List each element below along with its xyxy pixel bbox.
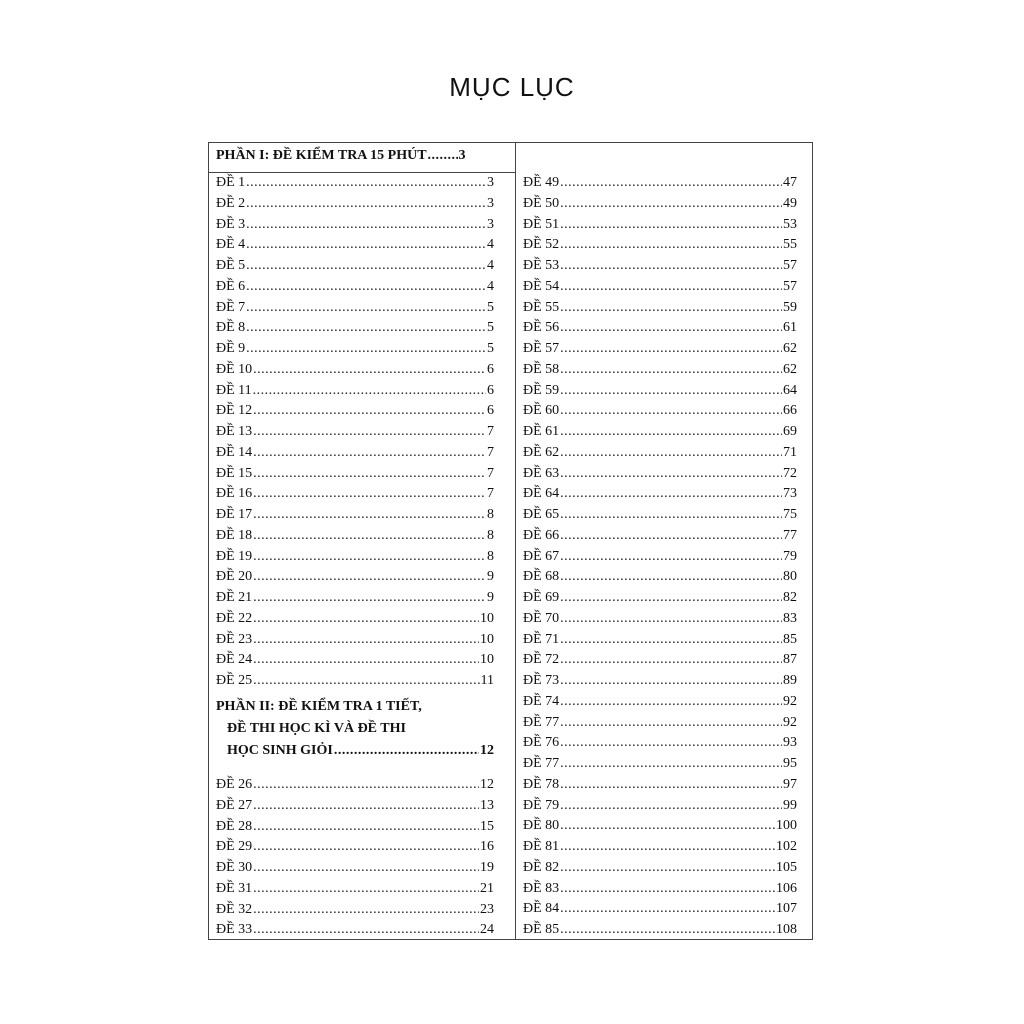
entry-page: 69 [783, 424, 797, 439]
toc-entry [216, 235, 494, 255]
toc-entry [523, 588, 797, 608]
entry-page: 59 [783, 299, 797, 315]
dot-leader [253, 567, 486, 587]
toc-entry [216, 277, 494, 297]
entry-label: ĐỀ 80 [523, 818, 560, 834]
entry-page: 83 [783, 610, 797, 626]
entry-page: 7 [487, 465, 494, 481]
dot-leader [560, 505, 782, 525]
entry-label: ĐỀ 65 [523, 507, 560, 522]
entry-page: 82 [783, 590, 797, 605]
toc-entry [216, 339, 494, 359]
entry-label: ĐỀ 29 [216, 839, 253, 855]
entry-page: 8 [487, 527, 494, 543]
toc-entry [523, 235, 797, 255]
entry-label: ĐỀ 63 [523, 465, 560, 481]
entry-label: ĐỀ 77 [523, 756, 560, 771]
entry-label: ĐỀ 79 [523, 797, 560, 813]
entry-label: ĐỀ 19 [216, 548, 253, 564]
entry-page: 57 [783, 278, 797, 294]
dot-leader [253, 609, 479, 629]
entry-page: 80 [783, 569, 797, 585]
entry-label: ĐỀ 16 [216, 486, 253, 502]
entry-label: ĐỀ 24 [216, 652, 253, 668]
entry-label: ĐỀ 71 [523, 631, 560, 647]
dot-leader [246, 318, 486, 338]
entry-page: 19 [480, 860, 494, 875]
toc-entry [523, 796, 797, 816]
dot-leader [246, 215, 486, 235]
entry-page: 64 [783, 382, 797, 398]
dot-leader [253, 381, 486, 401]
entry-page: 53 [783, 216, 797, 232]
entry-page: 16 [480, 839, 494, 855]
entry-label: ĐỀ 30 [216, 860, 253, 875]
toc-entry [216, 671, 494, 691]
entry-page: 9 [487, 590, 494, 605]
dot-leader [560, 713, 782, 733]
entry-page: 92 [783, 714, 797, 730]
dot-leader [253, 671, 479, 691]
entry-label: ĐỀ 9 [216, 341, 246, 356]
entry-page: 85 [783, 631, 797, 647]
dot-leader [560, 547, 782, 567]
entry-page: 108 [776, 922, 797, 937]
toc-entry [523, 754, 797, 774]
entry-page: 9 [487, 569, 494, 585]
dot-leader [253, 858, 479, 878]
entry-page: 21 [480, 880, 494, 896]
toc-entry [523, 671, 797, 691]
entry-page: 10 [480, 631, 494, 647]
dot-leader [560, 609, 782, 629]
toc-entry [216, 401, 494, 421]
entry-label: ĐỀ 59 [523, 382, 560, 398]
dot-leader [560, 256, 782, 276]
dot-leader [253, 817, 479, 837]
dot-leader [560, 671, 782, 691]
toc-entry [216, 775, 494, 795]
toc-entry [523, 422, 797, 442]
entry-page: 89 [783, 673, 797, 688]
dot-leader [560, 858, 775, 878]
column-divider [515, 143, 516, 939]
dot-leader [246, 173, 486, 193]
entry-page: 8 [487, 548, 494, 564]
dot-leader [560, 381, 782, 401]
entry-label: ĐỀ 20 [216, 569, 253, 585]
dot-leader [334, 741, 479, 761]
entry-page: 4 [487, 278, 494, 294]
toc-entry [216, 256, 494, 276]
toc-entry [523, 899, 797, 919]
entry-label: ĐỀ 5 [216, 258, 246, 273]
entry-page: 49 [783, 195, 797, 211]
entry-label: ĐỀ 61 [523, 424, 560, 439]
entry-page: 71 [783, 444, 797, 460]
toc-entry [523, 775, 797, 795]
toc-entry [216, 547, 494, 567]
entry-label: ĐỀ 51 [523, 216, 560, 232]
toc-entry [523, 381, 797, 401]
toc-entry [523, 567, 797, 587]
toc-entry [216, 567, 494, 587]
entry-page: 15 [480, 818, 494, 834]
part-1-label: PHẦN I: ĐỀ KIỂM TRA 15 PHÚT [216, 148, 427, 163]
toc-entry [216, 464, 494, 484]
entry-page: 4 [487, 237, 494, 253]
entry-label: ĐỀ 3 [216, 216, 246, 232]
toc-entry [216, 484, 494, 504]
entry-label: ĐỀ 56 [523, 320, 560, 336]
entry-page: 10 [480, 652, 494, 668]
toc-entry [523, 837, 797, 857]
toc-entry [523, 401, 797, 421]
dot-leader [246, 298, 486, 318]
entry-label: ĐỀ 1 [216, 175, 246, 190]
dot-leader [560, 318, 782, 338]
entry-label: ĐỀ 14 [216, 444, 253, 460]
entry-label: ĐỀ 28 [216, 818, 253, 834]
entry-label: ĐỀ 55 [523, 299, 560, 315]
entry-page: 57 [783, 258, 797, 273]
toc-entry [523, 256, 797, 276]
entry-label: ĐỀ 70 [523, 610, 560, 626]
dot-leader [560, 733, 782, 753]
toc-entry [523, 464, 797, 484]
dot-leader [560, 464, 782, 484]
entry-page: 23 [480, 901, 494, 917]
entry-label: ĐỀ 32 [216, 901, 253, 917]
toc-entry [523, 443, 797, 463]
toc-entry [523, 484, 797, 504]
dot-leader [560, 879, 775, 899]
dot-leader [560, 567, 782, 587]
entry-page: 3 [487, 195, 494, 211]
entry-page: 99 [783, 797, 797, 813]
entry-page: 5 [487, 299, 494, 315]
toc-entry [523, 630, 797, 650]
toc-entry [523, 360, 797, 380]
toc-entry [216, 360, 494, 380]
entry-label: ĐỀ 31 [216, 880, 253, 896]
entry-label: ĐỀ 13 [216, 424, 253, 439]
entry-label: ĐỀ 22 [216, 610, 253, 626]
entry-label: ĐỀ 69 [523, 590, 560, 605]
toc-entry [523, 194, 797, 214]
entry-label: ĐỀ 52 [523, 237, 560, 253]
entry-label: ĐỀ 12 [216, 403, 253, 419]
entry-page: 92 [783, 693, 797, 709]
toc-entry [523, 733, 797, 753]
part-2-heading-line-2: ĐỀ THI HỌC KÌ VÀ ĐỀ THI [227, 721, 406, 736]
dot-leader [560, 899, 775, 919]
part-1-heading [216, 146, 496, 166]
dot-leader [560, 837, 775, 857]
entry-label: ĐỀ 68 [523, 569, 560, 585]
dot-leader [560, 298, 782, 318]
entry-label: ĐỀ 81 [523, 839, 560, 854]
dot-leader [560, 194, 782, 214]
dot-leader [560, 173, 782, 193]
toc-entry [523, 505, 797, 525]
entry-label: ĐỀ 82 [523, 859, 560, 875]
dot-leader [560, 816, 775, 836]
toc-entry [216, 215, 494, 235]
entry-label: ĐỀ 53 [523, 258, 560, 273]
entry-label: ĐỀ 21 [216, 590, 253, 605]
entry-label: ĐỀ 78 [523, 776, 560, 792]
toc-entry [523, 920, 797, 940]
toc-entry [523, 173, 797, 193]
entry-label: ĐỀ 23 [216, 631, 253, 647]
entry-label: ĐỀ 8 [216, 320, 246, 336]
entry-label: ĐỀ 84 [523, 901, 560, 917]
dot-leader [253, 484, 486, 504]
entry-label: ĐỀ 60 [523, 403, 560, 419]
toc-entry [216, 630, 494, 650]
dot-leader [560, 484, 782, 504]
toc-entry [216, 650, 494, 670]
entry-page: 66 [783, 403, 797, 419]
entry-page: 100 [776, 818, 797, 834]
dot-leader [560, 692, 782, 712]
dot-leader [253, 443, 486, 463]
dot-leader [253, 630, 479, 650]
entry-label: ĐỀ 6 [216, 278, 246, 294]
toc-entry [523, 609, 797, 629]
entry-label: ĐỀ 4 [216, 237, 246, 253]
dot-leader [560, 796, 782, 816]
dot-leader [253, 401, 486, 421]
entry-page: 107 [776, 901, 797, 917]
dot-leader [253, 796, 479, 816]
entry-page: 73 [783, 486, 797, 502]
dot-leader [246, 235, 486, 255]
dot-leader [253, 920, 479, 940]
entry-label: ĐỀ 2 [216, 195, 246, 211]
toc-entry [523, 713, 797, 733]
entry-page: 5 [487, 320, 494, 336]
entry-page: 6 [487, 382, 494, 398]
toc-entry [523, 858, 797, 878]
dot-leader [560, 339, 782, 359]
entry-page: 3 [487, 175, 494, 190]
entry-label: ĐỀ 11 [216, 382, 252, 398]
entry-page: 87 [783, 652, 797, 668]
toc-entry [216, 381, 494, 401]
dot-leader [253, 837, 479, 857]
entry-label: ĐỀ 7 [216, 299, 246, 315]
entry-page: 7 [487, 486, 494, 502]
toc-entry [216, 526, 494, 546]
entry-page: 97 [783, 776, 797, 792]
part-2-heading-line-3 [227, 741, 494, 761]
toc-entry [216, 858, 494, 878]
toc-entry [216, 298, 494, 318]
entry-label: ĐỀ 67 [523, 548, 560, 564]
entry-label: ĐỀ 76 [523, 735, 560, 751]
dot-leader [246, 277, 486, 297]
toc-entry [523, 816, 797, 836]
dot-leader [253, 775, 479, 795]
dot-leader [253, 588, 486, 608]
dot-leader [560, 588, 782, 608]
dot-leader [253, 547, 486, 567]
entry-page: 7 [487, 444, 494, 460]
entry-page: 102 [776, 839, 797, 854]
dot-leader [246, 194, 486, 214]
entry-label: ĐỀ 18 [216, 527, 253, 543]
entry-label: ĐỀ 27 [216, 797, 253, 813]
dot-leader [560, 422, 782, 442]
dot-leader [560, 401, 782, 421]
toc-entry [523, 339, 797, 359]
entry-label: ĐỀ 54 [523, 278, 560, 294]
entry-label: ĐỀ 74 [523, 693, 560, 709]
entry-page: 105 [776, 859, 797, 875]
entry-label: ĐỀ 26 [216, 777, 253, 792]
toc-entry [523, 879, 797, 899]
entry-label: ĐỀ 66 [523, 527, 560, 543]
toc-entry [216, 173, 494, 193]
toc-entry [523, 298, 797, 318]
dot-leader [428, 146, 458, 166]
entry-page: 10 [480, 610, 494, 626]
dot-leader [253, 879, 479, 899]
toc-entry [216, 837, 494, 857]
entry-page: 61 [783, 320, 797, 336]
dot-leader [560, 360, 782, 380]
toc-entry [523, 526, 797, 546]
entry-page: 4 [487, 258, 494, 273]
entry-label: ĐỀ 50 [523, 195, 560, 211]
entry-label: ĐỀ 58 [523, 361, 560, 377]
entry-page: 47 [783, 175, 797, 190]
toc-entry [216, 879, 494, 899]
dot-leader [246, 256, 486, 276]
entry-label: ĐỀ 62 [523, 444, 560, 460]
toc-entry [523, 215, 797, 235]
dot-leader [560, 920, 775, 940]
entry-label: ĐỀ 72 [523, 652, 560, 668]
entry-page: 62 [783, 361, 797, 377]
dot-leader [560, 775, 782, 795]
entry-label: ĐỀ 33 [216, 922, 253, 938]
entry-page: 6 [487, 403, 494, 419]
entry-label: ĐỀ 17 [216, 507, 253, 522]
entry-page: 95 [783, 756, 797, 771]
toc-entry [216, 900, 494, 920]
dot-leader [253, 360, 486, 380]
toc-entry [523, 650, 797, 670]
page-title: MỤC LỤC [449, 72, 575, 102]
toc-entry [216, 318, 494, 338]
entry-page: 62 [783, 341, 797, 356]
entry-page: 93 [783, 735, 797, 751]
entry-label: ĐỀ 85 [523, 922, 560, 937]
toc-entry [216, 422, 494, 442]
toc-entry [216, 920, 494, 940]
entry-label: ĐỀ 83 [523, 880, 560, 896]
entry-label: ĐỀ 77 [523, 714, 560, 730]
entry-page: 72 [783, 465, 797, 481]
dot-leader [560, 754, 782, 774]
entry-page: 5 [487, 341, 494, 356]
dot-leader [560, 235, 782, 255]
dot-leader [560, 630, 782, 650]
entry-label: ĐỀ 15 [216, 465, 253, 481]
entry-page: 3 [487, 216, 494, 232]
dot-leader [560, 650, 782, 670]
entry-page: 13 [480, 797, 494, 813]
dot-leader [253, 464, 486, 484]
entry-label: ĐỀ 57 [523, 341, 560, 356]
toc-entry [216, 194, 494, 214]
entry-page: 8 [487, 507, 494, 522]
dot-leader [253, 650, 479, 670]
entry-page: 106 [776, 880, 797, 896]
dot-leader [560, 277, 782, 297]
toc-entry [216, 817, 494, 837]
toc-entry [216, 796, 494, 816]
part-1-page: 3 [458, 148, 466, 163]
entry-label: ĐỀ 25 [216, 673, 253, 688]
entry-page: 12 [480, 777, 494, 792]
part-2-label: HỌC SINH GIỎI [227, 743, 333, 758]
toc-entry [523, 277, 797, 297]
dot-leader [253, 422, 486, 442]
toc-entry [216, 609, 494, 629]
part-2-page: 12 [480, 743, 494, 758]
toc-entry [523, 318, 797, 338]
entry-label: ĐỀ 64 [523, 486, 560, 502]
entry-page: 77 [783, 527, 797, 543]
toc-entry [216, 588, 494, 608]
toc-entry [523, 547, 797, 567]
entry-page: 79 [783, 548, 797, 564]
toc-entry [523, 692, 797, 712]
entry-page: 24 [480, 922, 494, 938]
toc-entry [216, 443, 494, 463]
entry-page: 75 [783, 507, 797, 522]
dot-leader [253, 505, 486, 525]
table-of-contents [208, 142, 813, 940]
entry-page: 6 [487, 361, 494, 377]
dot-leader [560, 443, 782, 463]
entry-page: 55 [783, 237, 797, 253]
entry-page: 7 [487, 424, 494, 439]
dot-leader [253, 526, 486, 546]
dot-leader [560, 215, 782, 235]
part-2-heading-line-1: PHẦN II: ĐỀ KIỂM TRA 1 TIẾT, [216, 699, 422, 714]
entry-label: ĐỀ 73 [523, 673, 560, 688]
dot-leader [560, 526, 782, 546]
dot-leader [253, 900, 479, 920]
entry-label: ĐỀ 10 [216, 361, 253, 377]
entry-page: 11 [480, 673, 494, 688]
dot-leader [246, 339, 486, 359]
entry-label: ĐỀ 49 [523, 175, 560, 190]
toc-entry [216, 505, 494, 525]
